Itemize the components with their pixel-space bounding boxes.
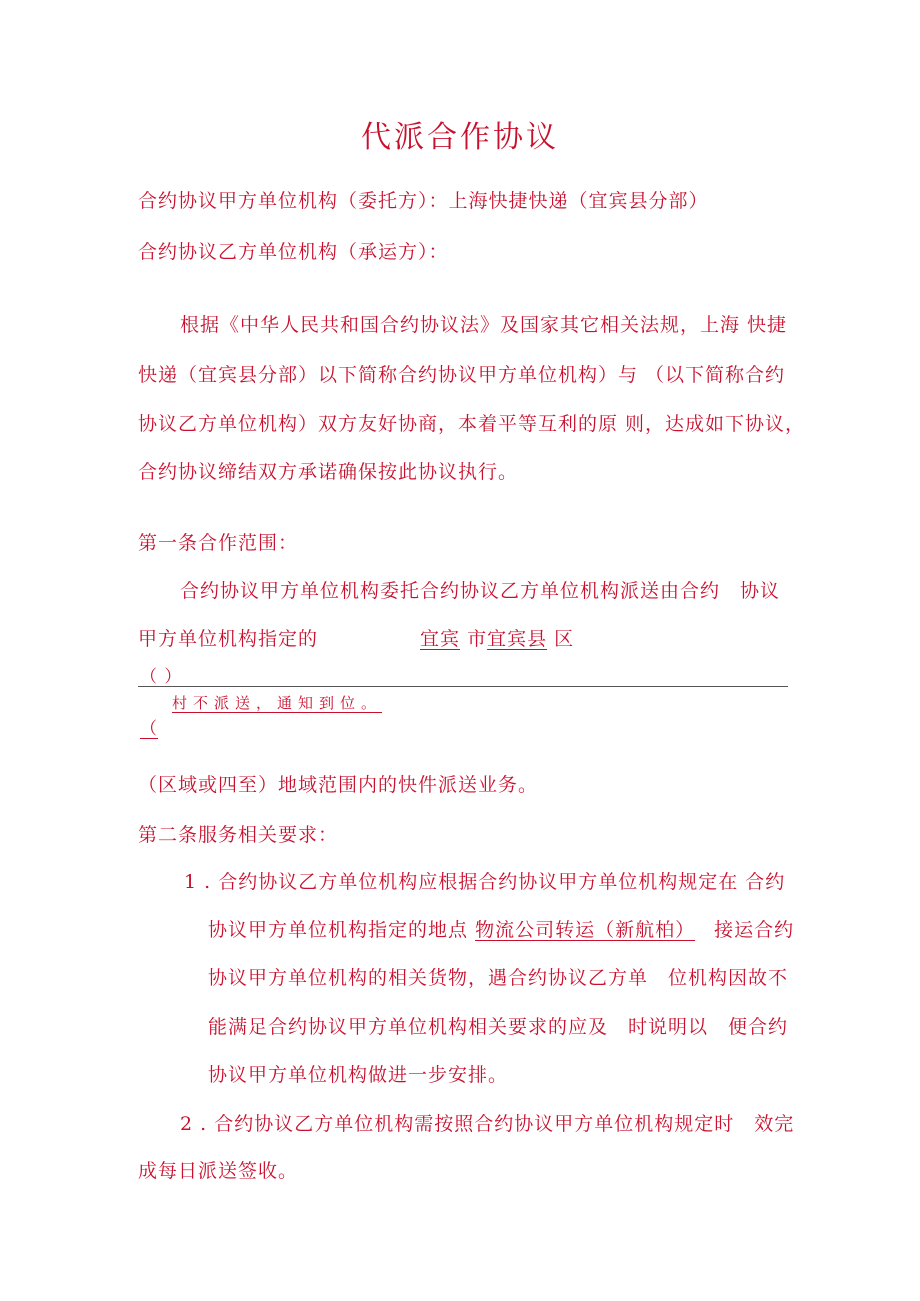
party-b-line: 合约协议乙方单位机构（承运方）：: [138, 241, 449, 263]
blank-rule: [138, 686, 788, 687]
article-2-item-1-line-3: 协议甲方单位机构的相关货物，遇合约协议乙方单 位机构因故不: [208, 967, 789, 989]
intro-line-1: 根据《中华人民共和国合约协议法》及国家其它相关法规，上海 快捷: [180, 314, 788, 336]
article-1-line-2-prefix: 甲方单位机构指定的: [138, 628, 319, 650]
intro-line-3: 协议乙方单位机构）双方友好协商，本着平等互利的原 则，达成如下协议，: [138, 413, 806, 435]
blank-parenthesis-1: （ ）: [140, 667, 183, 687]
county-field: 宜宾县: [487, 628, 548, 650]
article-2-item-1-line-5: 协议甲方单位机构做进一步安排。: [208, 1064, 509, 1086]
article-2-item-2-line-1: 2 . 合约协议乙方单位机构需按照合约协议甲方单位机构规定时 效完: [180, 1113, 795, 1135]
pickup-location-field: 物流公司转运（新航柏）: [475, 919, 696, 941]
pickup-location-label: 协议甲方单位机构指定的地点: [208, 919, 469, 941]
article-2-item-1-line-1: 1 . 合约协议乙方单位机构应根据合约协议甲方单位机构规定在 合约: [184, 871, 786, 893]
article-1-line-1: 合约协议甲方单位机构委托合约协议乙方单位机构派送由合约 协议: [180, 580, 781, 602]
article-1-heading: 第一条合作范围：: [138, 532, 299, 554]
document-title: 代派合作协议: [361, 120, 559, 155]
not-delivered-note: 村不派送，通知到位。: [172, 694, 383, 712]
article-2-heading: 第二条服务相关要求：: [138, 824, 339, 846]
article-1-line-3: （区域或四至）地域范围内的快件派送业务。: [138, 774, 539, 796]
district-suffix: 区: [554, 628, 575, 650]
blank-parenthesis-2: （: [140, 719, 158, 739]
party-a-line: 合约协议甲方单位机构（委托方）：上海快捷快递（宜宾县分部）: [138, 190, 709, 212]
city-suffix: 市: [467, 628, 488, 650]
article-2-item-1-line-4: 能满足合约协议甲方单位机构相关要求的应及 时说明以 便合约: [208, 1016, 789, 1038]
article-1-location: [420, 624, 574, 651]
city-field: 宜宾: [420, 628, 461, 650]
pickup-location-suffix: 接运合约: [714, 919, 795, 941]
article-1-line-2: [138, 624, 318, 651]
article-2-item-1-line-2: [208, 915, 794, 942]
intro-line-4: 合约协议缔结双方承诺确保按此协议执行。: [138, 461, 519, 483]
intro-line-2: 快递（宜宾县分部）以下简称合约协议甲方单位机构）与 （以下简称合约: [138, 364, 786, 386]
article-2-item-2-line-2: 成每日派送签收。: [138, 1160, 299, 1182]
